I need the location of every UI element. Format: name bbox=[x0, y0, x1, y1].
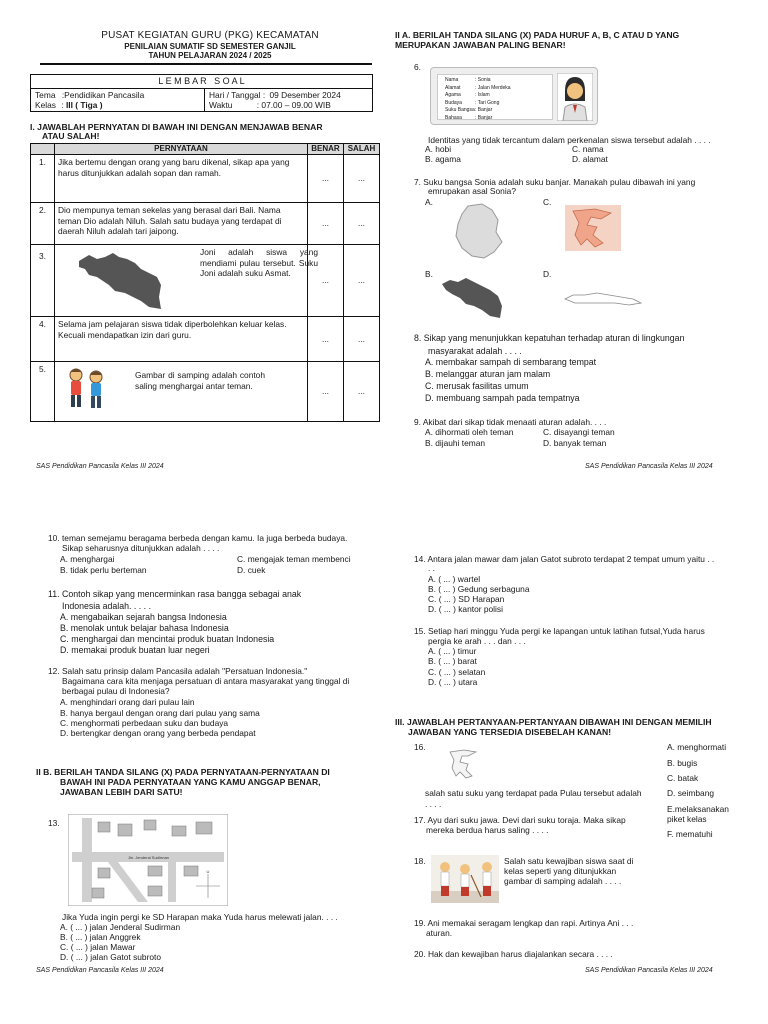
q8-text-cont: masyarakat adalah . . . . bbox=[428, 346, 522, 356]
q16-text: salah satu suku yang terdapat pada Pulau tersebut adalah bbox=[425, 788, 642, 798]
lembar-title: L E M B A R S O A L bbox=[31, 75, 372, 89]
q14-option-a[interactable]: A. ( ... ) wartel bbox=[428, 574, 481, 584]
card-key: Alamat bbox=[445, 84, 461, 91]
q10-option-d[interactable]: D. cuek bbox=[237, 565, 266, 575]
choice-e: E.melaksanakan bbox=[667, 804, 729, 814]
section1-title: I. JAWABLAH PERNYATAN DI BAWAH INI DENGAN MENJAWAB BENAR bbox=[30, 122, 323, 132]
hari-label: Hari / Tanggal : bbox=[209, 90, 266, 100]
q6-option-b[interactable]: B. agama bbox=[425, 154, 461, 164]
col-benar: BENAR bbox=[308, 144, 344, 155]
q9-option-c[interactable]: C. disayangi teman bbox=[543, 427, 615, 437]
section2b-title: II B. BERILAH TANDA SILANG (X) PADA PERNYATAAN-PERNYATAAN DI bbox=[36, 767, 330, 777]
header-title: PUSAT KEGIATAN GURU (PKG) KECAMATAN bbox=[101, 30, 319, 41]
q13-option-a[interactable]: A. ( ... ) jalan Jenderal Sudirman bbox=[60, 922, 181, 932]
section3-title-cont: JAWABAN YANG TERSEDIA DISEBELAH KANAN! bbox=[408, 727, 612, 737]
section1-table bbox=[30, 143, 380, 422]
q7-text-cont: emrupakan asal Sonia? bbox=[428, 186, 516, 196]
card-value: : Banjar bbox=[475, 107, 493, 113]
q8-text: 8. Sikap yang menunjukkan kepatuhan terhadap aturan di lingkungan bbox=[414, 333, 685, 343]
benar-cell[interactable]: ... bbox=[308, 362, 344, 422]
q18-text: Salah satu kewajiban siswa saat di bbox=[504, 856, 634, 866]
row-number: 1. bbox=[31, 155, 55, 203]
kelas-colon: : bbox=[61, 100, 64, 110]
page-footer: SAS Pendidikan Pancasila Kelas III 2024 bbox=[36, 463, 164, 470]
q19-text-cont: aturan. bbox=[426, 928, 453, 938]
section2b-title-cont2: JAWABAN LEBIH DARI SATU! bbox=[60, 787, 183, 797]
salah-cell[interactable]: ... bbox=[344, 362, 380, 422]
card-key: Agama bbox=[445, 92, 461, 98]
card-key: Budaya bbox=[445, 99, 462, 106]
q14-option-b[interactable]: B. ( ... ) Gedung serbaguna bbox=[428, 584, 530, 594]
salah-cell[interactable]: ... bbox=[344, 155, 380, 203]
statement-text: Dio mempunya teman sekelas yang berasal dari Bali. Nama teman Dio adalah Niluh. Salah satu budaya yang terdapat di daerah Niluh adalah tari jaipong. bbox=[58, 205, 282, 236]
svg-text:U: U bbox=[206, 869, 210, 874]
section2a-title: II A. BERILAH TANDA SILANG (X) PADA HURUF A, B, C ATAU D YANG bbox=[395, 30, 680, 40]
q11-option-c[interactable]: C. menghargai dan mencintai produk buatan Indonesia bbox=[60, 634, 275, 644]
kelas-value: III ( Tiga ) bbox=[65, 100, 103, 110]
papua-map-image bbox=[75, 247, 165, 313]
header-rule bbox=[40, 63, 372, 65]
q8-option-c[interactable]: C. merusak fasilitas umum bbox=[425, 381, 529, 391]
card-key: Bahasa bbox=[445, 114, 462, 121]
q10-option-c[interactable]: C. mengajak teman membenci bbox=[237, 554, 351, 564]
card-value: : Banjar bbox=[475, 114, 493, 121]
q10-text-cont: Sikap seharusnya ditunjukkan adalah . . . . bbox=[62, 543, 220, 553]
q11-option-b[interactable]: B. menolak untuk belajar bahasa Indonesia bbox=[60, 623, 229, 633]
benar-cell[interactable]: ... bbox=[308, 155, 344, 203]
q6-option-d[interactable]: D. alamat bbox=[572, 154, 608, 164]
q13-text: Jika Yuda ingin pergi ke SD Harapan maka Yuda harus melewati jalan. . . . bbox=[62, 912, 338, 922]
q12-text-cont: Bagaimana cara kita menjaga persatuan di antara masyarakat yang tinggal di bbox=[62, 676, 350, 686]
q15-option-d[interactable]: D. ( ... ) utara bbox=[428, 677, 478, 687]
q11-option-d[interactable]: D. memakai produk buatan luar negeri bbox=[60, 645, 210, 655]
col-salah: SALAH bbox=[344, 144, 380, 155]
statement-text: Jika bertemu dengan orang yang baru dikenal, sikap apa yang harus ditunjukkan adalah sopan dan ramah. bbox=[58, 157, 290, 178]
section1-title-cont: ATAU SALAH! bbox=[42, 131, 100, 141]
row-number: 4. bbox=[31, 317, 55, 362]
q11-text-cont: Indonesia adalah. . . . . bbox=[62, 601, 152, 611]
q12-option-d[interactable]: D. bertengkar dengan orang yang berbeda pendapat bbox=[60, 728, 256, 738]
salah-cell[interactable]: ... bbox=[344, 245, 380, 317]
q10-option-a[interactable]: A. menghargai bbox=[60, 554, 115, 564]
kalimantan-map-image bbox=[448, 202, 508, 262]
q15-option-a[interactable]: A. ( ... ) timur bbox=[428, 646, 477, 656]
q9-option-d[interactable]: D. banyak teman bbox=[543, 438, 607, 448]
waktu-label: Waktu bbox=[209, 100, 233, 110]
sulawesi-outline-image bbox=[446, 746, 482, 782]
tema-label: Tema bbox=[35, 90, 56, 100]
q8-option-d[interactable]: D. membuang sampah pada tempatnya bbox=[425, 393, 580, 403]
q14-text: 14. Antara jalan mawar dam jalan Gatot subroto terdapat 2 tempat umum yaitu . . bbox=[414, 554, 715, 564]
choice-d: D. seimbang bbox=[667, 788, 715, 798]
q20-text: 20. Hak dan kewajiban harus diajalankan secara . . . . bbox=[414, 949, 613, 959]
benar-cell[interactable]: ... bbox=[308, 203, 344, 245]
q9-text: 9. Akibat dari sikap tidak menaati aturan adalah. . . . bbox=[414, 417, 607, 427]
card-value: : Jalan Merdeka bbox=[475, 84, 511, 91]
kelas-label: Kelas bbox=[35, 100, 56, 110]
q6-identity-card bbox=[430, 67, 598, 125]
q7-option-a[interactable]: A. bbox=[425, 197, 433, 207]
q16-number: 16. bbox=[414, 742, 426, 752]
section3-title: III. JAWABLAH PERTANYAAN-PERTANYAAN DIBAWAH INI DENGAN MEMILIH bbox=[395, 717, 712, 727]
salah-cell[interactable]: ... bbox=[344, 203, 380, 245]
statement-text: Selama jam pelajaran siswa tidak diperbolehkan keluar kelas. Kecuali mendapatkan izin dari guru. bbox=[58, 319, 287, 340]
col-pernyataan: PERNYATAAN bbox=[55, 144, 308, 155]
choice-a: A. menghormati bbox=[667, 742, 727, 752]
choice-f: F. mematuhi bbox=[667, 829, 713, 839]
q18-text-cont2: gambar di samping adalah . . . . bbox=[504, 876, 622, 886]
student-portrait-image bbox=[557, 73, 593, 121]
q6-text: Identitas yang tidak tercantum dalam perkenalan siswa tersebut adalah . . . . bbox=[428, 135, 711, 145]
q13-option-d[interactable]: D. ( ... ) jalan Gatot subroto bbox=[60, 952, 162, 962]
card-key: Suku Bangsa bbox=[445, 107, 475, 113]
q12-text: 12. Salah satu prinsip dalam Pancasila adalah "Persatuan Indonesia." bbox=[48, 666, 308, 676]
benar-cell[interactable]: ... bbox=[308, 245, 344, 317]
section2b-title-cont: BAWAH INI PADA PERNYATAAN YANG KAMU ANGGAP BENAR, bbox=[60, 777, 321, 787]
q7-option-c[interactable]: C. bbox=[543, 197, 552, 207]
page-footer: SAS Pendidikan Pancasila Kelas III 2024 bbox=[585, 463, 713, 470]
hari-value: 09 Desember 2024 bbox=[269, 90, 341, 100]
statement-text: Joni adalah siswa yang mendiami pulau tersebut. Suku Joni adalah suku Asmat. bbox=[200, 247, 318, 278]
q19-text: 19. Ani memakai seragam lengkap dan rapi. Artinya Ani . . . bbox=[414, 918, 634, 928]
q12-text-cont2: berbagai pulau di Indonesia? bbox=[62, 686, 170, 696]
row-number: 2. bbox=[31, 203, 55, 245]
q14-option-d[interactable]: D. ( ... ) kantor polisi bbox=[428, 604, 503, 614]
city-map-image bbox=[68, 814, 228, 906]
cleaning-class-image bbox=[431, 855, 499, 903]
tema-value: :Pendidikan Pancasila bbox=[61, 90, 145, 100]
benar-cell[interactable]: ... bbox=[308, 317, 344, 362]
card-key: Nama bbox=[445, 77, 459, 83]
q12-option-a[interactable]: A. menghindari orang dari pulau lain bbox=[60, 697, 195, 707]
q6-option-a[interactable]: A. hobi bbox=[425, 144, 452, 154]
q18-text-cont: kelas seperti yang ditunjukkan bbox=[504, 866, 617, 876]
q6-option-c[interactable]: C. nama bbox=[572, 144, 604, 154]
page-footer: SAS Pendidikan Pancasila Kelas III 2024 bbox=[585, 967, 713, 974]
children-image bbox=[63, 366, 111, 412]
card-value: : Tari Gong bbox=[475, 99, 500, 106]
q10-text: 10. teman semejamu beragama berbeda dengan kamu. Ia juga berbeda budaya. bbox=[48, 533, 348, 543]
q10-option-b[interactable]: B. tidak perlu berteman bbox=[60, 565, 147, 575]
card-value: : Sonia bbox=[475, 77, 491, 83]
row-number: 3. bbox=[31, 245, 55, 317]
q18-number: 18. bbox=[414, 856, 426, 866]
header-subtitle: PENILAIAN SUMATIF SD SEMESTER GANJIL bbox=[124, 42, 296, 51]
salah-cell[interactable]: ... bbox=[344, 317, 380, 362]
choice-b: B. bugis bbox=[667, 758, 698, 768]
q13-number: 13. bbox=[48, 818, 60, 828]
lembar-box bbox=[30, 74, 373, 112]
waktu-value: : 07.00 – 09.00 WIB bbox=[256, 100, 331, 110]
q9-option-b[interactable]: B. dijauhi teman bbox=[425, 438, 486, 448]
page-footer: SAS Pendidikan Pancasila Kelas III 2024 bbox=[36, 967, 164, 974]
q12-option-b[interactable]: B. hanya bergaul dengan orang dari pulau yang sama bbox=[60, 708, 260, 718]
sulawesi-map-image bbox=[565, 205, 621, 251]
choice-e-cont: piket kelas bbox=[667, 814, 707, 824]
q16-text-cont: . . . . bbox=[425, 799, 442, 809]
q7-option-d[interactable]: D. bbox=[543, 269, 552, 279]
q14-text-cont: . . bbox=[428, 563, 435, 573]
q7-text: 7. Suku bangsa Sonia adalah suku banjar. Manakah pulau dibawah ini yang bbox=[414, 177, 696, 187]
q8-option-a[interactable]: A. membakar sampah di sembarang tempat bbox=[425, 357, 597, 367]
q13-option-c[interactable]: C. ( ... ) jalan Mawar bbox=[60, 942, 136, 952]
q7-option-b[interactable]: B. bbox=[425, 269, 433, 279]
q14-option-c[interactable]: C. ( ... ) SD Harapan bbox=[428, 594, 505, 604]
q17-text: 17. Ayu dari suku jawa. Devi dari suku toraja. Maka sikap bbox=[414, 815, 626, 825]
q15-option-b[interactable]: B. ( ... ) barat bbox=[428, 656, 477, 666]
q8-option-b[interactable]: B. melanggar aturan jam malam bbox=[425, 369, 551, 379]
row-number: 5. bbox=[31, 362, 55, 422]
q11-text: 11. Contoh sikap yang mencerminkan rasa bangga sebagai anak bbox=[48, 589, 302, 599]
svg-text:Jln. Jenderal Sudirman: Jln. Jenderal Sudirman bbox=[128, 855, 169, 860]
q15-option-c[interactable]: C. ( ... ) selatan bbox=[428, 667, 486, 677]
header-year: TAHUN PELAJARAN 2024 / 2025 bbox=[148, 51, 272, 60]
q9-option-a[interactable]: A. dihormati oleh teman bbox=[425, 427, 514, 437]
q13-option-b[interactable]: B. ( ... ) jalan Anggrek bbox=[60, 932, 141, 942]
q15-text-cont: pergia ke arah . . . dan . . . bbox=[428, 636, 526, 646]
q17-text-cont: mereka berdua harus saling . . . . bbox=[426, 825, 549, 835]
papua-map-option-image bbox=[440, 274, 504, 322]
q6-number: 6. bbox=[414, 62, 421, 72]
statement-text: Gambar di samping adalah contoh saling menghargai antar teman. bbox=[135, 370, 265, 391]
java-map-image bbox=[563, 287, 643, 311]
choice-c: C. batak bbox=[667, 773, 699, 783]
card-value: : Islam bbox=[475, 92, 490, 98]
q11-option-a[interactable]: A. mengabaikan sejarah bangsa Indonesia bbox=[60, 612, 227, 622]
q15-text: 15. Setiap hari minggu Yuda pergi ke lapangan untuk latihan futsal,Yuda harus bbox=[414, 626, 705, 636]
section2a-title-cont: MERUPAKAN JAWABAN PALING BENAR! bbox=[395, 40, 566, 50]
q12-option-c[interactable]: C. menghormati perbedaan suku dan budaya bbox=[60, 718, 229, 728]
